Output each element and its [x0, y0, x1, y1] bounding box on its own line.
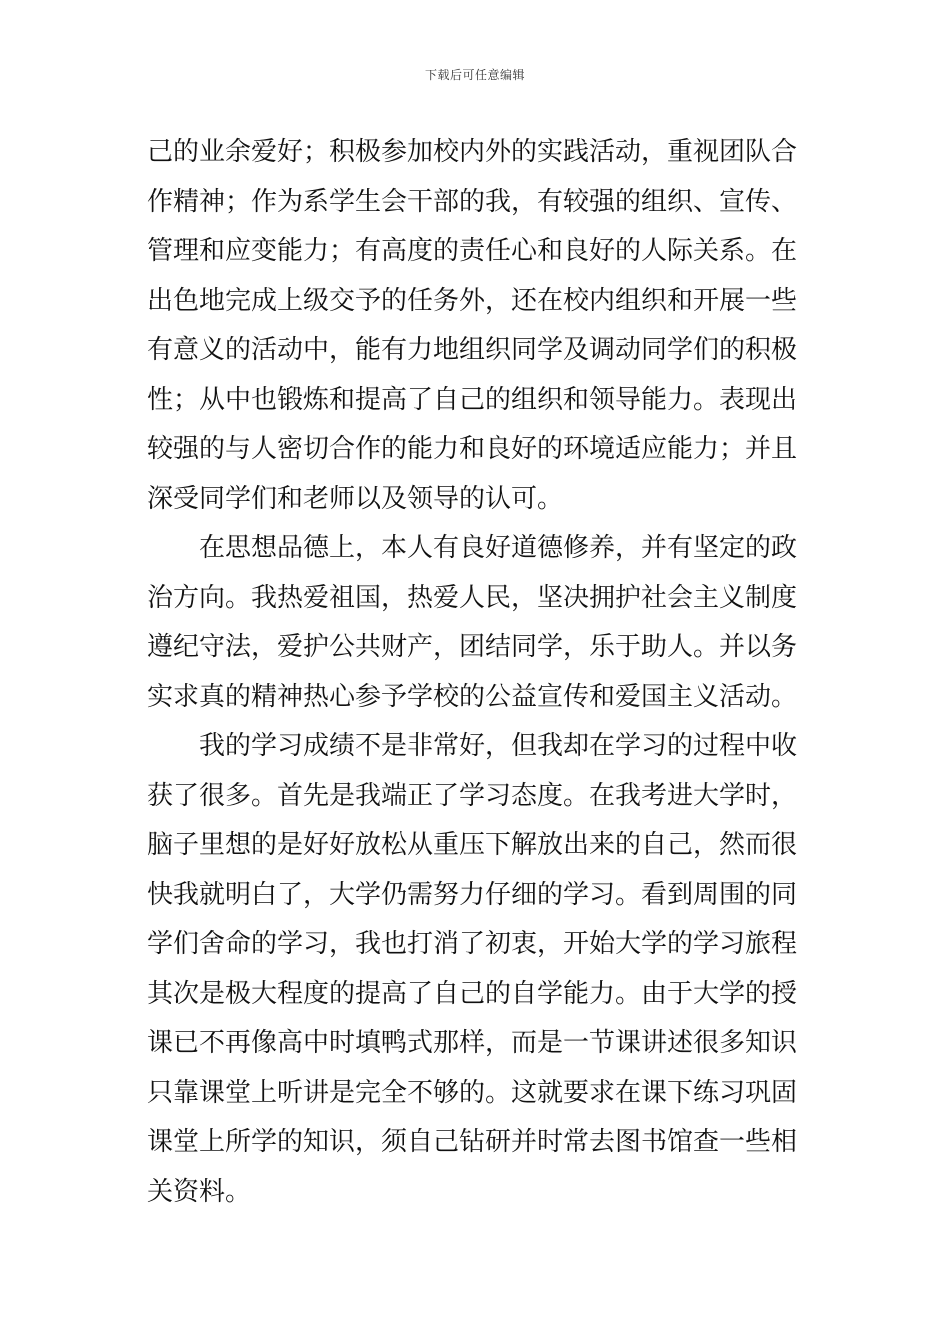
page-header: 下载后可任意编辑 [424, 68, 525, 82]
text-line: 学们舍命的学习，我也打消了初衷，开始大学的学习旅程 [147, 929, 798, 959]
document-body [147, 128, 807, 1217]
text-line: 其次是极大程度的提高了自己的自学能力。由于大学的授 [147, 978, 798, 1009]
text-line-first: 在思想品德上，本人有良好道德修养，并有坚定的政 [199, 533, 798, 563]
text-line: 关资料。 [147, 1176, 252, 1207]
text-line: 只靠课堂上听讲是完全不够的。这就要求在课下练习巩固 [147, 1077, 798, 1108]
text-line: 实求真的精神热心参予学校的公益宣传和爱国主义活动。 [147, 681, 798, 712]
paragraph-1 [147, 128, 807, 524]
text-line: 遵纪守法，爱护公共财产，团结同学，乐于助人。并以务 [147, 632, 798, 662]
text-line: 快我就明白了，大学仍需努力仔细的学习。看到周围的同 [147, 879, 798, 910]
text-line: 获了很多。首先是我端正了学习态度。在我考进大学时， [147, 780, 798, 811]
paragraph-2 [147, 524, 807, 722]
text-line: 深受同学们和老师以及领导的认可。 [147, 483, 564, 514]
text-line: 课堂上所学的知识，须自己钻研并时常去图书馆查一些相 [147, 1127, 798, 1157]
text-line: 课已不再像高中时填鸭式那样，而是一节课讲述很多知识 [147, 1028, 798, 1058]
paragraph-3 [147, 722, 807, 1217]
text-line: 性；从中也锻炼和提高了自己的组织和领导能力。表现出 [147, 384, 798, 415]
text-line: 管理和应变能力；有高度的责任心和良好的人际关系。在 [147, 236, 798, 266]
text-line: 脑子里想的是好好放松从重压下解放出来的自己，然而很 [147, 830, 798, 860]
text-line: 己的业余爱好；积极参加校内外的实践活动，重视团队合 [147, 137, 798, 167]
text-line: 出色地完成上级交予的任务外，还在校内组织和开展一些 [147, 285, 798, 316]
text-line: 作精神；作为系学生会干部的我，有较强的组织、宣传、 [147, 186, 798, 217]
text-line: 有意义的活动中，能有力地组织同学及调动同学们的积极 [147, 335, 798, 365]
text-line: 治方向。我热爱祖国，热爱人民，坚决拥护社会主义制度 [147, 582, 798, 613]
text-line: 较强的与人密切合作的能力和良好的环境适应能力；并且 [147, 434, 798, 464]
text-line-first: 我的学习成绩不是非常好，但我却在学习的过程中收 [199, 731, 798, 761]
